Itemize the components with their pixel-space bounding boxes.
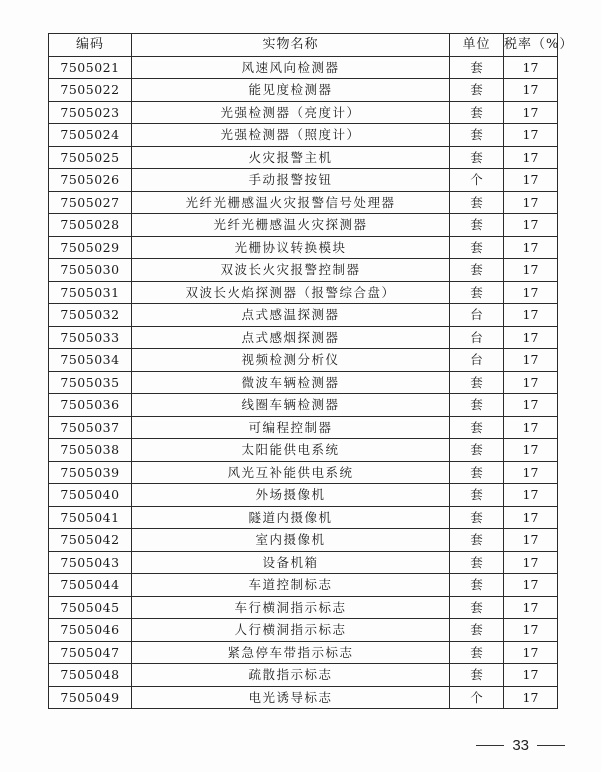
table-row xyxy=(49,664,558,687)
cell-name: 风速风向检测器 xyxy=(132,56,450,79)
cell-rate: 17 xyxy=(504,551,558,574)
cell-code: 7505028 xyxy=(49,214,132,237)
cell-rate: 17 xyxy=(504,439,558,462)
cell-code: 7505049 xyxy=(49,686,132,709)
table-row xyxy=(49,124,558,147)
header-code: 编码 xyxy=(49,34,132,57)
table-row xyxy=(49,304,558,327)
cell-name: 疏散指示标志 xyxy=(132,664,450,687)
cell-rate: 17 xyxy=(504,619,558,642)
cell-rate: 17 xyxy=(504,259,558,282)
cell-name: 微波车辆检测器 xyxy=(132,371,450,394)
cell-rate: 17 xyxy=(504,79,558,102)
cell-name: 双波长火灾报警控制器 xyxy=(132,259,450,282)
tax-rate-table xyxy=(48,33,574,709)
cell-code: 7505033 xyxy=(49,326,132,349)
cell-unit: 套 xyxy=(450,236,504,259)
table-row xyxy=(49,484,558,507)
cell-unit: 套 xyxy=(450,124,504,147)
cell-code: 7505036 xyxy=(49,394,132,417)
cell-code: 7505039 xyxy=(49,461,132,484)
cell-code: 7505048 xyxy=(49,664,132,687)
header-rate: 税率（%） xyxy=(504,34,558,57)
cell-name: 光栅协议转换模块 xyxy=(132,236,450,259)
cell-unit: 台 xyxy=(450,326,504,349)
table-row xyxy=(49,101,558,124)
cell-name: 点式感温探测器 xyxy=(132,304,450,327)
cell-unit: 套 xyxy=(450,619,504,642)
table-row xyxy=(49,686,558,709)
cell-code: 7505042 xyxy=(49,529,132,552)
cell-rate: 17 xyxy=(504,484,558,507)
cell-unit: 套 xyxy=(450,101,504,124)
table-row xyxy=(49,259,558,282)
cell-unit: 套 xyxy=(450,664,504,687)
cell-code: 7505029 xyxy=(49,236,132,259)
cell-rate: 17 xyxy=(504,124,558,147)
cell-rate: 17 xyxy=(504,641,558,664)
table-row xyxy=(49,461,558,484)
page-number-dash-right xyxy=(537,745,565,746)
cell-name: 点式感烟探测器 xyxy=(132,326,450,349)
table-row xyxy=(49,574,558,597)
cell-unit: 套 xyxy=(450,416,504,439)
cell-code: 7505035 xyxy=(49,371,132,394)
table-row xyxy=(49,371,558,394)
cell-rate: 17 xyxy=(504,101,558,124)
table-row xyxy=(49,169,558,192)
cell-unit: 个 xyxy=(450,686,504,709)
cell-code: 7505046 xyxy=(49,619,132,642)
table-row xyxy=(49,281,558,304)
table-row xyxy=(49,56,558,79)
cell-unit: 套 xyxy=(450,146,504,169)
cell-unit: 套 xyxy=(450,484,504,507)
cell-code: 7505023 xyxy=(49,101,132,124)
cell-name: 风光互补能供电系统 xyxy=(132,461,450,484)
cell-code: 7505041 xyxy=(49,506,132,529)
table-row xyxy=(49,326,558,349)
table-row xyxy=(49,596,558,619)
table-row xyxy=(49,416,558,439)
cell-code: 7505031 xyxy=(49,281,132,304)
cell-rate: 17 xyxy=(504,596,558,619)
cell-code: 7505044 xyxy=(49,574,132,597)
cell-unit: 套 xyxy=(450,551,504,574)
cell-rate: 17 xyxy=(504,304,558,327)
cell-rate: 17 xyxy=(504,169,558,192)
cell-unit: 套 xyxy=(450,191,504,214)
cell-name: 外场摄像机 xyxy=(132,484,450,507)
cell-rate: 17 xyxy=(504,574,558,597)
cell-code: 7505040 xyxy=(49,484,132,507)
cell-name: 太阳能供电系统 xyxy=(132,439,450,462)
cell-rate: 17 xyxy=(504,281,558,304)
cell-rate: 17 xyxy=(504,56,558,79)
cell-code: 7505027 xyxy=(49,191,132,214)
cell-unit: 套 xyxy=(450,371,504,394)
cell-rate: 17 xyxy=(504,371,558,394)
cell-rate: 17 xyxy=(504,146,558,169)
cell-name: 光强检测器（照度计） xyxy=(132,124,450,147)
cell-name: 光纤光栅感温火灾探测器 xyxy=(132,214,450,237)
cell-code: 7505043 xyxy=(49,551,132,574)
cell-unit: 套 xyxy=(450,281,504,304)
table-row xyxy=(49,529,558,552)
page-number-text: 33 xyxy=(512,737,529,754)
cell-rate: 17 xyxy=(504,506,558,529)
cell-name: 火灾报警主机 xyxy=(132,146,450,169)
table-row xyxy=(49,439,558,462)
table-row xyxy=(49,394,558,417)
cell-name: 手动报警按钮 xyxy=(132,169,450,192)
cell-name: 紧急停车带指示标志 xyxy=(132,641,450,664)
cell-code: 7505047 xyxy=(49,641,132,664)
cell-name: 可编程控制器 xyxy=(132,416,450,439)
cell-unit: 套 xyxy=(450,506,504,529)
table-row xyxy=(49,551,558,574)
table-row xyxy=(49,79,558,102)
cell-unit: 套 xyxy=(450,394,504,417)
cell-unit: 套 xyxy=(450,529,504,552)
cell-name: 车道控制标志 xyxy=(132,574,450,597)
cell-code: 7505026 xyxy=(49,169,132,192)
cell-rate: 17 xyxy=(504,394,558,417)
cell-rate: 17 xyxy=(504,236,558,259)
cell-rate: 17 xyxy=(504,529,558,552)
cell-unit: 套 xyxy=(450,56,504,79)
cell-code: 7505022 xyxy=(49,79,132,102)
cell-name: 能见度检测器 xyxy=(132,79,450,102)
cell-code: 7505025 xyxy=(49,146,132,169)
table-row xyxy=(49,191,558,214)
cell-name: 视频检测分析仪 xyxy=(132,349,450,372)
page-number-dash-left xyxy=(476,745,504,746)
cell-name: 设备机箱 xyxy=(132,551,450,574)
cell-code: 7505037 xyxy=(49,416,132,439)
header-name: 实物名称 xyxy=(132,34,450,57)
cell-unit: 台 xyxy=(450,349,504,372)
cell-name: 室内摄像机 xyxy=(132,529,450,552)
header-unit: 单位 xyxy=(450,34,504,57)
cell-code: 7505030 xyxy=(49,259,132,282)
cell-rate: 17 xyxy=(504,416,558,439)
cell-unit: 套 xyxy=(450,79,504,102)
cell-name: 双波长火焰探测器（报警综合盘） xyxy=(132,281,450,304)
cell-unit: 套 xyxy=(450,574,504,597)
cell-code: 7505038 xyxy=(49,439,132,462)
cell-name: 隧道内摄像机 xyxy=(132,506,450,529)
cell-name: 车行横洞指示标志 xyxy=(132,596,450,619)
cell-code: 7505034 xyxy=(49,349,132,372)
cell-code: 7505024 xyxy=(49,124,132,147)
cell-unit: 台 xyxy=(450,304,504,327)
cell-rate: 17 xyxy=(504,326,558,349)
cell-rate: 17 xyxy=(504,664,558,687)
cell-rate: 17 xyxy=(504,214,558,237)
table-row xyxy=(49,349,558,372)
cell-name: 光纤光栅感温火灾报警信号处理器 xyxy=(132,191,450,214)
cell-rate: 17 xyxy=(504,191,558,214)
cell-name: 光强检测器（亮度计） xyxy=(132,101,450,124)
table-row xyxy=(49,506,558,529)
cell-name: 电光诱导标志 xyxy=(132,686,450,709)
cell-code: 7505032 xyxy=(49,304,132,327)
table-row xyxy=(49,146,558,169)
cell-unit: 套 xyxy=(450,461,504,484)
cell-name: 线圈车辆检测器 xyxy=(132,394,450,417)
table-row xyxy=(49,236,558,259)
table-header-row xyxy=(49,34,558,57)
cell-unit: 套 xyxy=(450,259,504,282)
table-row xyxy=(49,214,558,237)
table-body xyxy=(49,56,558,709)
cell-name: 人行横洞指示标志 xyxy=(132,619,450,642)
page-number xyxy=(476,737,565,754)
cell-code: 7505021 xyxy=(49,56,132,79)
cell-rate: 17 xyxy=(504,349,558,372)
table-row xyxy=(49,641,558,664)
cell-rate: 17 xyxy=(504,686,558,709)
cell-unit: 套 xyxy=(450,214,504,237)
cell-code: 7505045 xyxy=(49,596,132,619)
cell-unit: 套 xyxy=(450,641,504,664)
cell-unit: 套 xyxy=(450,439,504,462)
cell-unit: 个 xyxy=(450,169,504,192)
cell-unit: 套 xyxy=(450,596,504,619)
cell-rate: 17 xyxy=(504,461,558,484)
table-row xyxy=(49,619,558,642)
